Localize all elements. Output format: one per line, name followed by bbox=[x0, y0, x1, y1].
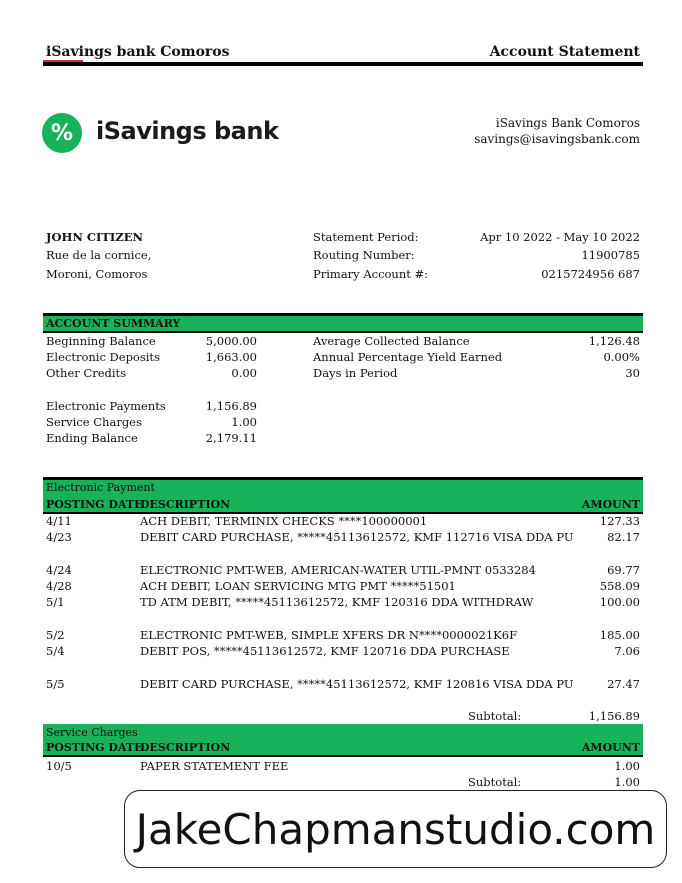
summary-value: 0.00 bbox=[231, 366, 257, 380]
service-subtotal-label: Subtotal: bbox=[468, 775, 522, 789]
summary-value: 30 bbox=[625, 366, 640, 380]
customer-name: JOHN CITIZEN bbox=[46, 230, 143, 244]
payment-description: DEBIT CARD PURCHASE, *****45113612572, KMF 120816 VISA DDA PU bbox=[140, 677, 574, 691]
customer-address-line1: Rue de la cornice, bbox=[46, 248, 152, 262]
payment-date: 4/23 bbox=[46, 530, 72, 544]
payment-description: ACH DEBIT, TERMINIX CHECKS ****100000001 bbox=[140, 514, 428, 528]
routing-number-value: 11900785 bbox=[581, 248, 640, 262]
payments-subtotal-value: 1,156.89 bbox=[588, 709, 640, 723]
service-amount: 1.00 bbox=[614, 759, 640, 773]
bank-contact-email: savings@isavingsbank.com bbox=[474, 132, 640, 146]
payment-date: 4/28 bbox=[46, 579, 72, 593]
payment-date: 4/11 bbox=[46, 514, 72, 528]
summary-label: Electronic Deposits bbox=[46, 350, 160, 364]
payment-amount: 127.33 bbox=[599, 514, 640, 528]
payment-amount: 7.06 bbox=[614, 644, 640, 658]
statement-period-label: Statement Period: bbox=[313, 230, 419, 244]
payment-description: DEBIT CARD PURCHASE, *****45113612572, KMF 112716 VISA DDA PU bbox=[140, 530, 574, 544]
header-document-title: Account Statement bbox=[489, 44, 640, 60]
statement-period-value: Apr 10 2022 - May 10 2022 bbox=[480, 230, 640, 244]
summary-bottom-rule bbox=[43, 331, 643, 333]
payment-amount: 27.47 bbox=[607, 677, 640, 691]
payment-date: 5/1 bbox=[46, 595, 65, 609]
service-header-rule bbox=[43, 755, 643, 757]
bank-contact-name: iSavings Bank Comoros bbox=[495, 116, 640, 130]
payment-description: TD ATM DEBIT, *****45113612572, KMF 120316 DDA WITHDRAW bbox=[140, 595, 534, 609]
payment-amount: 100.00 bbox=[599, 595, 640, 609]
service-col-description: DESCRIPTION bbox=[140, 741, 231, 754]
summary-value: 1,663.00 bbox=[205, 350, 257, 364]
percent-logo-icon: % bbox=[42, 113, 82, 153]
summary-label: Days in Period bbox=[313, 366, 398, 380]
summary-label: Other Credits bbox=[46, 366, 127, 380]
summary-label: Electronic Payments bbox=[46, 399, 166, 413]
routing-number-label: Routing Number: bbox=[313, 248, 415, 262]
primary-account-value: 0215724956 687 bbox=[541, 267, 640, 281]
summary-label: Average Collected Balance bbox=[313, 334, 470, 348]
service-description: PAPER STATEMENT FEE bbox=[140, 759, 289, 773]
payments-subtotal-label: Subtotal: bbox=[468, 709, 522, 723]
payment-date: 5/4 bbox=[46, 644, 65, 658]
summary-value: 1.00 bbox=[231, 415, 257, 429]
service-date: 10/5 bbox=[46, 759, 72, 773]
service-col-date: POSTING DATE bbox=[46, 741, 143, 754]
payment-description: ELECTRONIC PMT-WEB, AMERICAN-WATER UTIL-PMNT 0533284 bbox=[140, 563, 536, 577]
summary-label: Annual Percentage Yield Earned bbox=[313, 350, 503, 364]
summary-label: Beginning Balance bbox=[46, 334, 156, 348]
summary-label: Ending Balance bbox=[46, 431, 138, 445]
payments-col-amount: AMOUNT bbox=[581, 498, 640, 511]
watermark-banner: JakeChapmanstudio.com bbox=[124, 790, 667, 868]
header-bank-name: iSavings bank Comoros bbox=[46, 44, 230, 60]
summary-value: 1,156.89 bbox=[205, 399, 257, 413]
payment-description: DEBIT POS, *****45113612572, KMF 120716 DDA PURCHASE bbox=[140, 644, 510, 658]
summary-value: 1,126.48 bbox=[588, 334, 640, 348]
primary-account-label: Primary Account #: bbox=[313, 267, 429, 281]
payment-amount: 185.00 bbox=[599, 628, 640, 642]
payment-amount: 558.09 bbox=[599, 579, 640, 593]
service-col-amount: AMOUNT bbox=[581, 741, 640, 754]
service-subtotal-value: 1.00 bbox=[614, 775, 640, 789]
service-charges-title: Service Charges bbox=[46, 726, 138, 739]
summary-value: 0.00% bbox=[603, 350, 640, 364]
logo-text: iSavings bank bbox=[96, 117, 279, 145]
summary-title: ACCOUNT SUMMARY bbox=[46, 317, 181, 330]
payment-date: 5/5 bbox=[46, 677, 65, 691]
summary-value: 2,179.11 bbox=[205, 431, 257, 445]
payment-description: ACH DEBIT, LOAN SERVICING MTG PMT *****51501 bbox=[140, 579, 456, 593]
payments-title: Electronic Payment bbox=[46, 481, 155, 494]
payments-col-description: DESCRIPTION bbox=[140, 498, 231, 511]
payments-col-date: POSTING DATE bbox=[46, 498, 143, 511]
payment-amount: 69.77 bbox=[607, 563, 640, 577]
payment-date: 4/24 bbox=[46, 563, 72, 577]
payment-date: 5/2 bbox=[46, 628, 65, 642]
payment-description: ELECTRONIC PMT-WEB, SIMPLE XFERS DR N****0000021K6F bbox=[140, 628, 518, 642]
header-accent bbox=[43, 60, 83, 62]
header-rule bbox=[43, 62, 643, 66]
summary-value: 5,000.00 bbox=[205, 334, 257, 348]
summary-label: Service Charges bbox=[46, 415, 142, 429]
payment-amount: 82.17 bbox=[607, 530, 640, 544]
customer-address-line2: Moroni, Comoros bbox=[46, 267, 148, 281]
